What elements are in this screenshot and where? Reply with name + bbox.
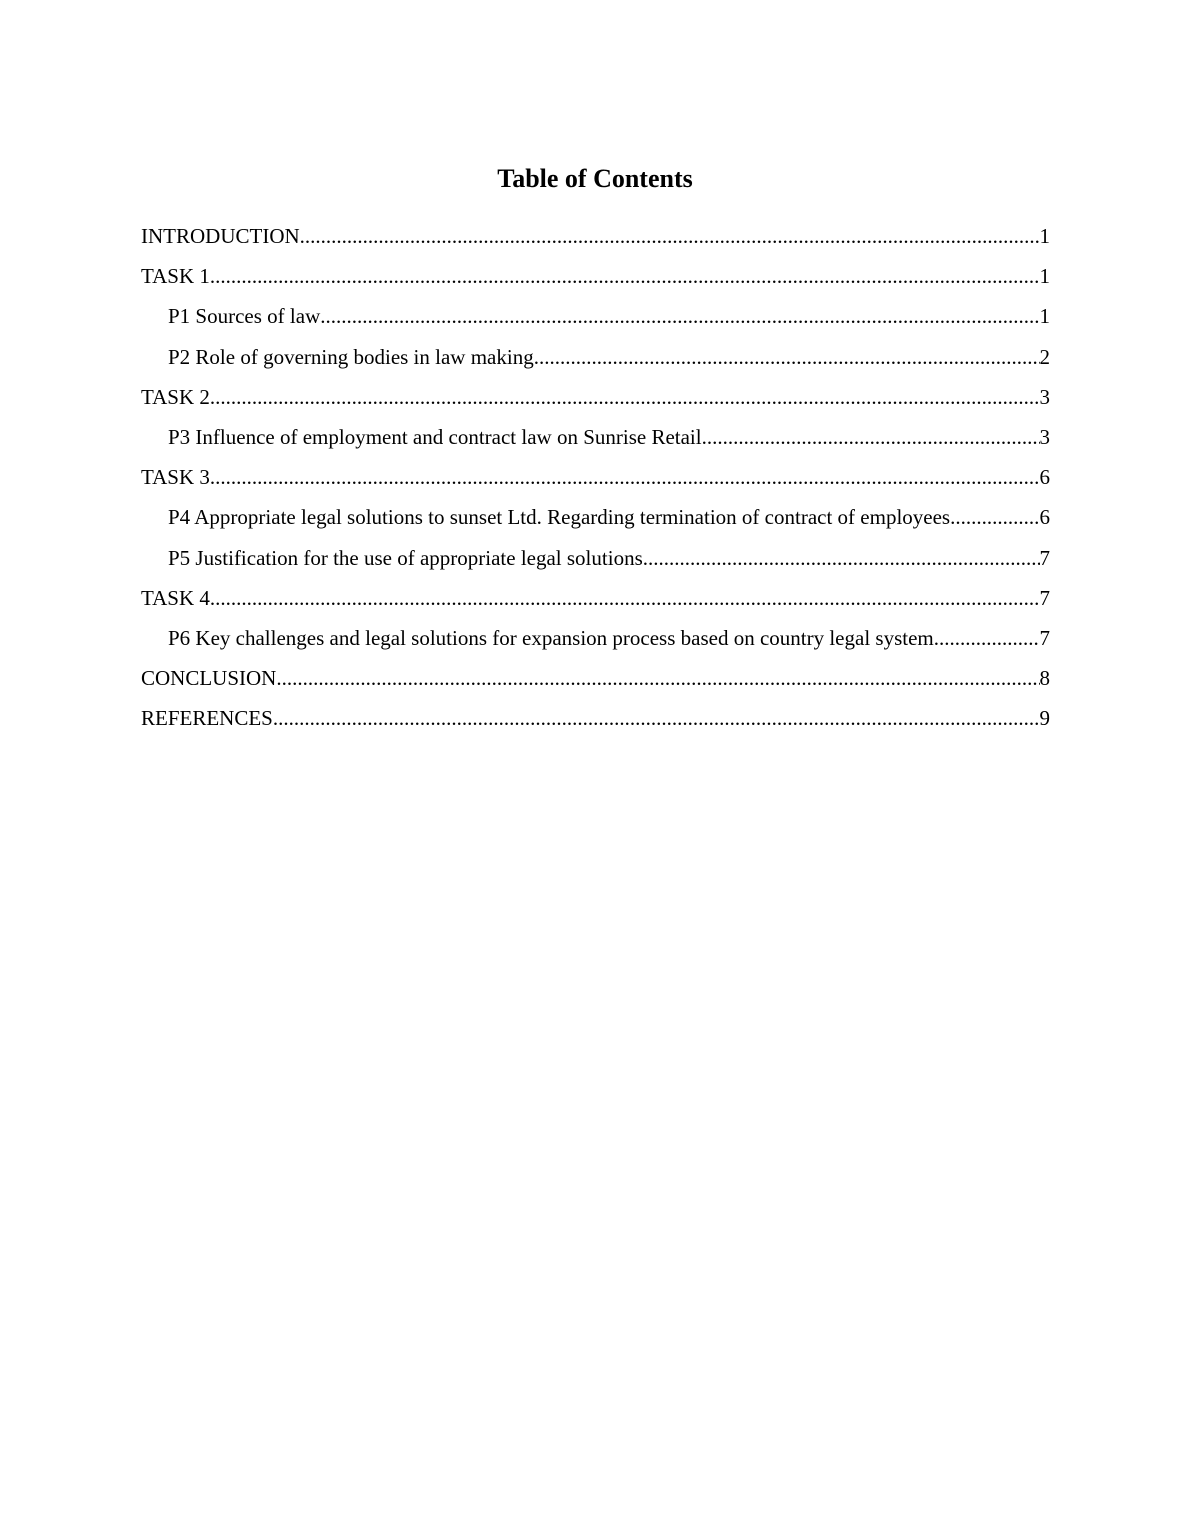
toc-entry-task-3[interactable] (141, 461, 1050, 501)
toc-entry-text: P2 Role of governing bodies in law making (168, 344, 534, 369)
toc-leader-dots (702, 421, 1040, 453)
toc-entry-text: TASK 2 (141, 384, 210, 409)
toc-leader-dots (950, 501, 1039, 533)
toc-leader-dots (210, 381, 1040, 413)
toc-leader-dots (300, 220, 1040, 252)
toc-leader-dots (210, 461, 1040, 493)
toc-page-number: 1 (1039, 304, 1050, 329)
toc-entry-references[interactable] (141, 702, 1050, 742)
toc-entry-p4[interactable] (141, 501, 1050, 541)
toc-entry-text: REFERENCES (141, 706, 273, 731)
toc-leader-dots (320, 300, 1039, 332)
toc-entry-p1[interactable] (141, 300, 1050, 340)
toc-page-number: 1 (1039, 224, 1050, 248)
toc-entry-text: P4 Appropriate legal solutions to sunset Ltd. Regarding termination of contract of employees (168, 505, 951, 530)
toc-entry-p2[interactable] (141, 341, 1050, 381)
toc-leader-dots (934, 622, 1040, 654)
toc-page-number: 8 (1039, 666, 1050, 691)
toc-entry-text: P5 Justification for the use of appropriate legal solutions (168, 545, 643, 570)
toc-entry-introduction[interactable] (141, 220, 1050, 260)
toc-page-number: 7 (1039, 585, 1050, 610)
toc-leader-dots (534, 341, 1040, 373)
toc-page-number: 3 (1039, 424, 1050, 449)
toc-page-number: 1 (1039, 264, 1050, 289)
toc-leader-dots (210, 260, 1040, 292)
toc-page-number: 7 (1039, 545, 1050, 570)
toc-entry-text: TASK 4 (141, 585, 210, 610)
toc-leader-dots (643, 542, 1040, 574)
toc-leader-dots (210, 582, 1040, 614)
toc-page-number: 6 (1039, 505, 1050, 530)
toc-entry-p6[interactable] (141, 622, 1050, 662)
toc-entry-text: TASK 1 (141, 264, 210, 289)
toc-entry-text: CONCLUSION (141, 666, 277, 691)
toc-page-number: 3 (1039, 384, 1050, 409)
toc-entry-task-1[interactable] (141, 260, 1050, 300)
toc-entry-conclusion[interactable] (141, 662, 1050, 702)
toc-entry-text: P6 Key challenges and legal solutions for expansion process based on country legal system (168, 625, 934, 650)
toc-page-number: 7 (1039, 625, 1050, 650)
toc-entry-text: INTRODUCTION (141, 224, 300, 248)
toc-leader-dots (276, 662, 1039, 694)
toc-entry-task-4[interactable] (141, 582, 1050, 622)
toc-entry-task-2[interactable] (141, 381, 1050, 421)
toc-title: Table of Contents (497, 164, 693, 193)
toc-entry-p5[interactable] (141, 542, 1050, 582)
toc-entry-p3[interactable] (141, 421, 1050, 461)
toc-page-number: 2 (1039, 344, 1050, 369)
toc-page-number: 6 (1039, 465, 1050, 490)
toc-page-number: 9 (1039, 706, 1050, 731)
toc-entry-text: TASK 3 (141, 465, 210, 490)
toc-list (141, 220, 1050, 742)
toc-entry-text: P3 Influence of employment and contract law on Sunrise Retail (168, 424, 702, 449)
toc-leader-dots (273, 702, 1040, 734)
toc-entry-text: P1 Sources of law (168, 304, 321, 329)
